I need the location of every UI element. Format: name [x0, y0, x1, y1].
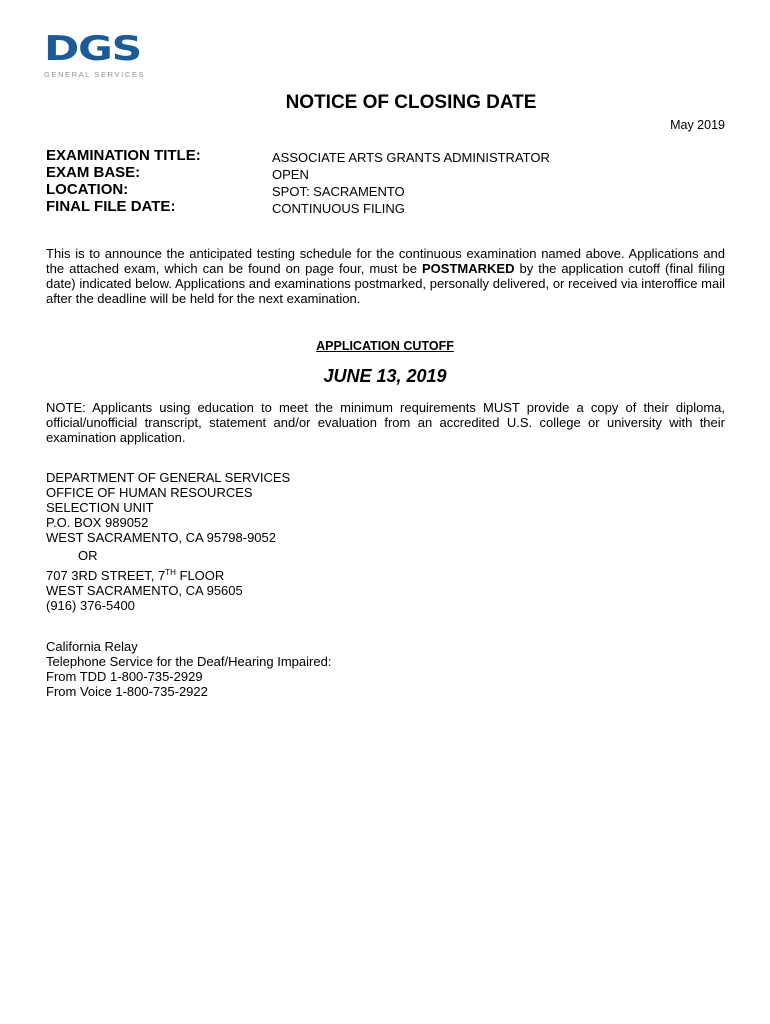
notice-date: May 2019	[670, 118, 725, 132]
logo-sub: GENERAL SERVICES	[44, 70, 146, 79]
value-exam-base: OPEN	[272, 167, 309, 182]
field-labels	[46, 147, 201, 215]
cutoff-heading: APPLICATION CUTOFF	[316, 339, 454, 353]
value-exam-title: ASSOCIATE ARTS GRANTS ADMINISTRATOR	[272, 150, 550, 165]
street-post: FLOOR	[175, 568, 225, 583]
address-line: DEPARTMENT OF GENERAL SERVICES	[46, 470, 291, 485]
field-values	[272, 149, 550, 217]
street-pre: 707 3RD STREET, 7	[46, 568, 166, 583]
value-final-file-date: CONTINUOUS FILING	[272, 201, 405, 216]
or-separator: OR	[78, 548, 98, 563]
dgs-logo	[44, 28, 164, 80]
intro-bold: POSTMARKED	[422, 261, 515, 276]
label-final-file-date: FINAL FILE DATE:	[46, 198, 176, 215]
intro-paragraph	[46, 246, 725, 306]
logo-main: DGS	[44, 29, 142, 69]
cutoff-date: JUNE 13, 2019	[323, 366, 447, 386]
mailing-address	[46, 470, 290, 545]
page-title: NOTICE OF CLOSING DATE	[285, 92, 537, 113]
address-line: WEST SACRAMENTO, CA 95605	[46, 583, 243, 598]
label-exam-title: EXAMINATION TITLE:	[46, 147, 201, 164]
label-exam-base: EXAM BASE:	[46, 164, 141, 181]
street-line	[46, 568, 243, 583]
label-location: LOCATION:	[46, 181, 129, 198]
relay-line: From Voice 1-800-735-2922	[46, 684, 208, 699]
intro-text: This is to announce the anticipated testing schedule for the continuous examination named above. Applications and the attached exam, which can be found on page four, must be	[46, 246, 725, 276]
address-line: P.O. BOX 989052	[46, 515, 149, 530]
street-sup: TH	[165, 568, 176, 577]
value-location: SPOT: SACRAMENTO	[272, 184, 405, 199]
address-line: SELECTION UNIT	[46, 500, 154, 515]
relay-line: From TDD 1-800-735-2929	[46, 669, 203, 684]
address-line: WEST SACRAMENTO, CA 95798-9052	[46, 530, 277, 545]
relay-info	[46, 639, 331, 699]
relay-line: California Relay	[46, 639, 138, 654]
intro-text-end: by the application cutoff (final filing date) indicated below. Applications and examinations postmarked, personally delivered, or received via interoffice mail after the deadline will be held for the next examination.	[46, 261, 725, 306]
note-paragraph: NOTE: Applicants using education to meet the minimum requirements MUST provide a copy of their diploma, official/unofficial transcript, statement and/or evaluation from an accredited U.S. college or university with their examination application.	[46, 400, 725, 445]
phone-line: (916) 376-5400	[46, 598, 135, 613]
address-line: OFFICE OF HUMAN RESOURCES	[46, 485, 253, 500]
street-address	[46, 568, 243, 613]
relay-line: Telephone Service for the Deaf/Hearing Impaired:	[46, 654, 332, 669]
